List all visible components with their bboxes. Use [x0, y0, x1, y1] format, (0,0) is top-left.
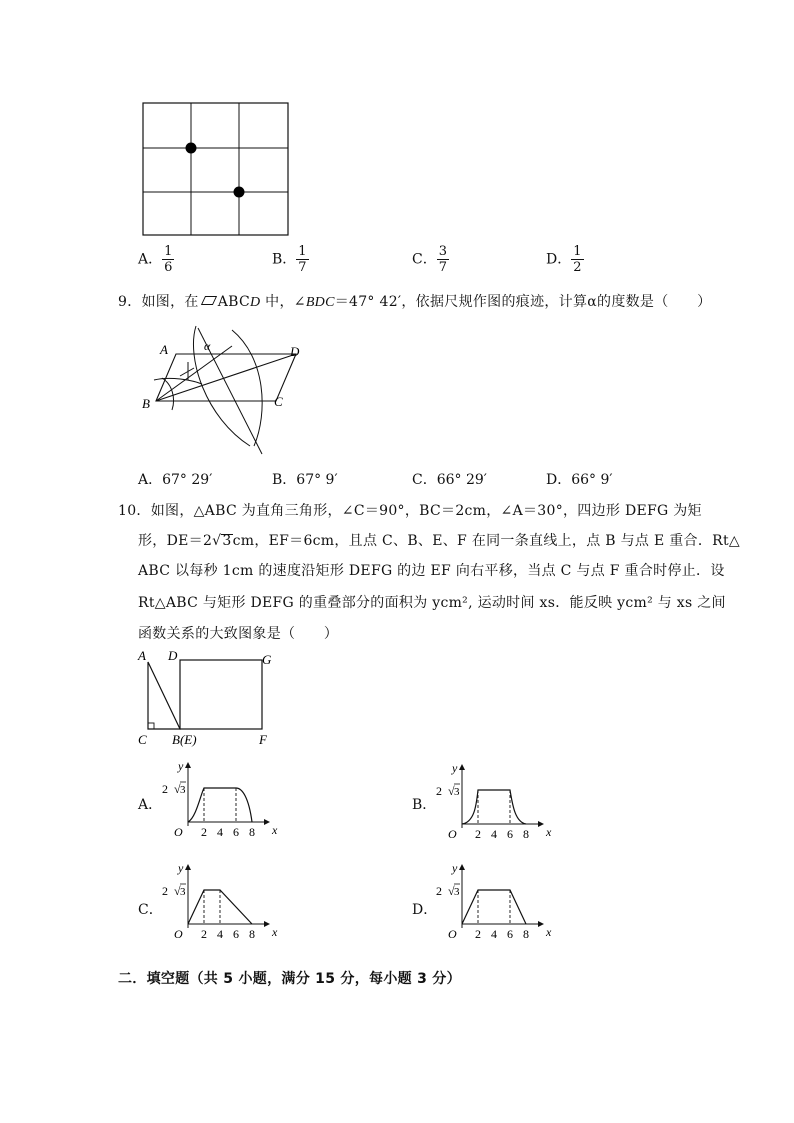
- x-tick-label-8: 8: [523, 827, 529, 841]
- q10-graph-c: [160, 860, 278, 946]
- y-axis-arrow: [185, 864, 191, 870]
- q10-graph-b: [434, 760, 552, 846]
- origin-label: O: [174, 825, 183, 839]
- label-g: G: [262, 652, 272, 667]
- y-value-label: 2: [162, 782, 168, 796]
- y-label: y: [178, 861, 184, 875]
- x-axis-arrow: [538, 921, 544, 927]
- y-root-sign: √: [174, 782, 181, 796]
- q9-stem: 9．如图，在 ABCD 中，∠BDC＝47° 42′，依据尺规作图的痕迹，计算α的度数是（ ）: [118, 294, 712, 310]
- y-root-value: 3: [454, 786, 460, 798]
- function-curve: [462, 890, 526, 924]
- function-curve: [462, 790, 526, 824]
- label-c: C: [138, 732, 147, 747]
- x-tick-label-2: 2: [201, 825, 207, 839]
- x-axis-arrow: [264, 819, 270, 825]
- q10-stem-line-1: 10．如图，△ABC 为直角三角形，∠C＝90°，BC＝2cm，∠A＝30°，四边形 DEFG 为矩: [118, 503, 702, 519]
- q10-option-d[interactable]: D．: [412, 902, 438, 918]
- y-axis-arrow: [459, 764, 465, 770]
- parallelogram-symbol: [201, 296, 217, 305]
- q10-option-c[interactable]: C．: [138, 902, 163, 918]
- y-root-sign: √: [448, 884, 455, 898]
- label-a: A: [160, 342, 168, 357]
- q10-triangle-rectangle-figure: [134, 646, 284, 750]
- y-root-sign: √: [174, 884, 181, 898]
- y-value-label: 2: [436, 884, 442, 898]
- y-axis-arrow: [459, 864, 465, 870]
- x-tick-label-4: 4: [217, 927, 223, 941]
- x-tick-label-8: 8: [249, 927, 255, 941]
- q10-graph-d: [434, 860, 552, 946]
- q10-graph-a: [160, 758, 278, 844]
- label-alpha: α: [204, 339, 211, 353]
- x-label: x: [272, 925, 278, 939]
- q9-option-d[interactable]: D．66° 9′: [546, 472, 613, 488]
- q8-option-b[interactable]: B． $\frac{1}{7}$: [272, 244, 307, 275]
- x-tick-label-4: 4: [217, 825, 223, 839]
- label-be: B(E): [172, 732, 197, 747]
- label-d: D: [290, 344, 300, 359]
- q8-option-d[interactable]: D． $\frac{1}{2}$: [546, 244, 582, 275]
- label-c: C: [274, 394, 283, 409]
- function-curve: [188, 788, 252, 822]
- y-root-value: 3: [454, 886, 460, 898]
- q8-option-c[interactable]: C． $\frac{3}{7}$: [412, 244, 447, 275]
- x-tick-label-4: 4: [491, 927, 497, 941]
- section-fill-blank-title: 二．填空题（共 5 小题，满分 15 分，每小题 3 分）: [118, 971, 461, 987]
- y-value-label: 2: [162, 884, 168, 898]
- q10-option-a[interactable]: A．: [138, 797, 163, 813]
- q9-parallelogram-figure: [136, 318, 308, 458]
- y-root-sign: √: [448, 784, 455, 798]
- y-label: y: [452, 761, 458, 775]
- x-axis-arrow: [264, 921, 270, 927]
- q8-dot-2: [234, 187, 245, 198]
- q10-stem-line-3: ABC 以每秒 1cm 的速度沿矩形 DEFG 的边 EF 向右平移，当点 C 与点 F 重合时停止．设: [138, 563, 725, 579]
- x-tick-label-8: 8: [523, 927, 529, 941]
- y-axis-arrow: [185, 762, 191, 768]
- x-tick-label-6: 6: [507, 827, 513, 841]
- label-b: B: [142, 396, 150, 411]
- x-axis-arrow: [538, 821, 544, 827]
- x-label: x: [272, 823, 278, 837]
- label-f: F: [259, 732, 267, 747]
- y-label: y: [178, 759, 184, 773]
- x-tick-label-4: 4: [491, 827, 497, 841]
- origin-label: O: [448, 827, 457, 841]
- q10-stem-line-2: 形，DE＝2√3cm，EF＝6cm，且点 C、B、E、F 在同一条直线上，点 B 与点 E 重合．Rt△: [138, 533, 740, 549]
- q8-option-a[interactable]: A． $\frac{1}{6}$: [138, 244, 173, 275]
- y-root-value: 3: [180, 784, 186, 796]
- x-tick-label-6: 6: [233, 825, 239, 839]
- origin-label: O: [448, 927, 457, 941]
- q9-option-b[interactable]: B．67° 9′: [272, 472, 338, 488]
- q8-dot-1: [186, 143, 197, 154]
- q8-grid-figure: [142, 102, 290, 238]
- x-label: x: [546, 925, 552, 939]
- y-label: y: [452, 861, 458, 875]
- q10-stem-line-4: Rt△ABC 与矩形 DEFG 的重叠部分的面积为 ycm², 运动时间 xs．能反映 ycm² 与 xs 之间: [138, 595, 726, 611]
- x-tick-label-6: 6: [233, 927, 239, 941]
- x-tick-label-2: 2: [475, 927, 481, 941]
- y-root-value: 3: [180, 886, 186, 898]
- q9-option-c[interactable]: C．66° 29′: [412, 472, 487, 488]
- origin-label: O: [174, 927, 183, 941]
- x-label: x: [546, 825, 552, 839]
- q10-option-b[interactable]: B．: [412, 797, 437, 813]
- label-d: D: [168, 648, 178, 663]
- q10-stem-line-5: 函数关系的大致图象是（ ）: [138, 626, 339, 642]
- y-value-label: 2: [436, 784, 442, 798]
- label-a: A: [138, 648, 146, 663]
- x-tick-label-8: 8: [249, 825, 255, 839]
- x-tick-label-6: 6: [507, 927, 513, 941]
- x-tick-label-2: 2: [201, 927, 207, 941]
- q9-option-a[interactable]: A．67° 29′: [138, 472, 213, 488]
- x-tick-label-2: 2: [475, 827, 481, 841]
